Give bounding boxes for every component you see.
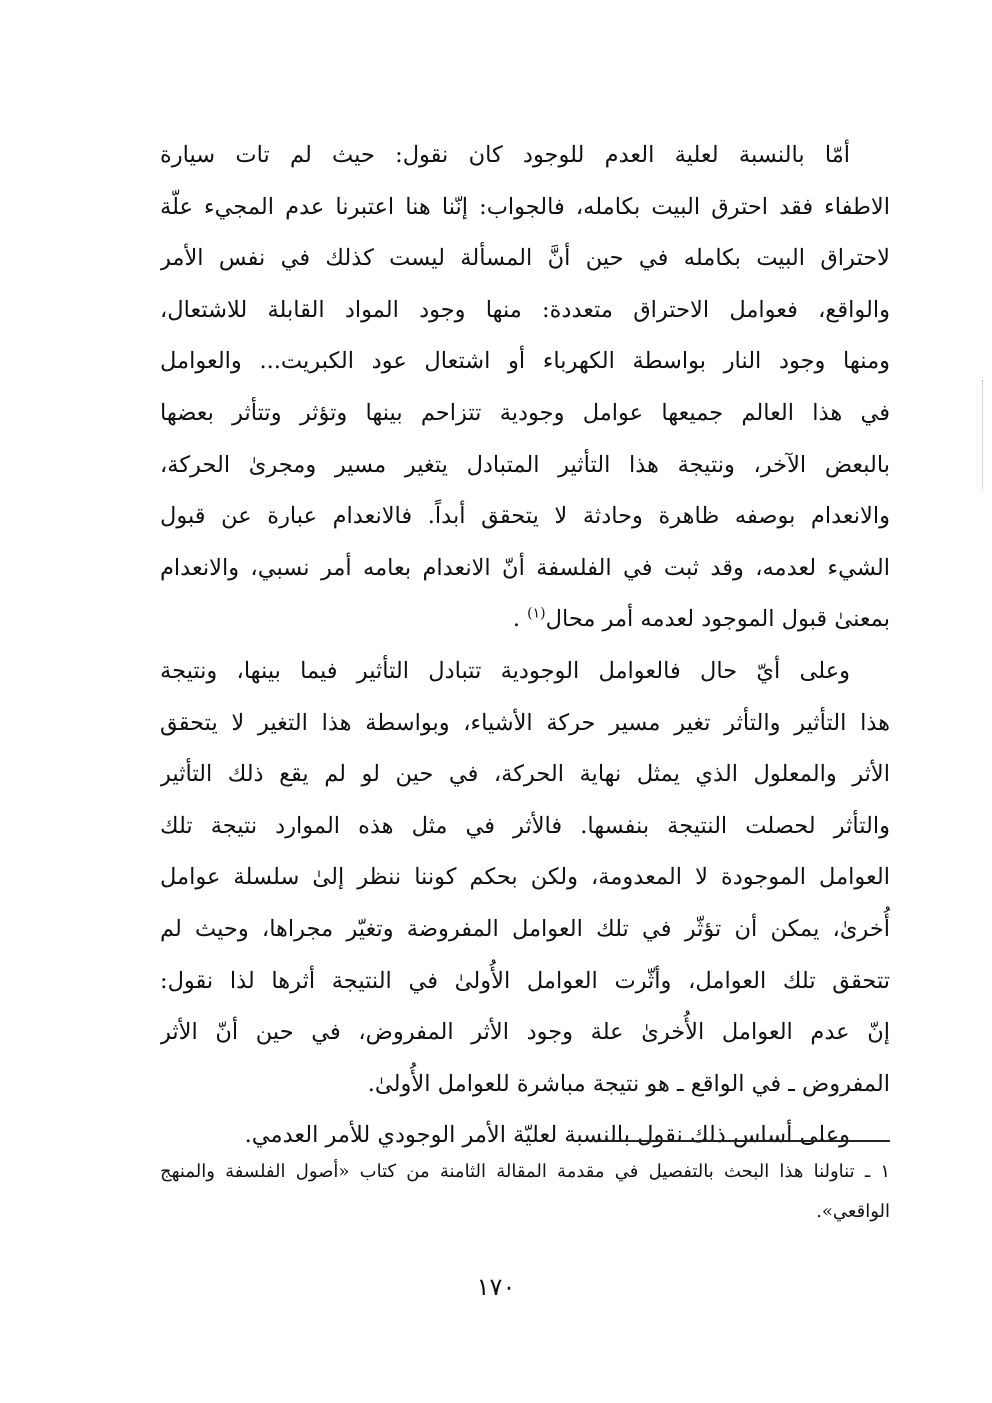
text-line: لاحتراق البيت بكامله في حين أنَّ المسألة ليست كذلك في نفس الأمر — [160, 245, 890, 272]
page-number: ١٧٠ — [476, 1273, 516, 1301]
main-text — [160, 130, 890, 1162]
text-line: إنّ عدم العوامل الأُخرىٰ علة وجود الأثر المفروض، في حين أنّ الأثر — [160, 1019, 890, 1046]
text-line: بالبعض الآخر، ونتيجة هذا التأثير المتبادل يتغير مسير ومجرىٰ الحركة، — [160, 451, 890, 478]
text-line: تتحقق تلك العوامل، وأثّرت العوامل الأُولىٰ في النتيجة أثرها لذا نقول: — [160, 967, 890, 994]
text-line: أُخرىٰ، يمكن أن تؤثّر في تلك العوامل المفروضة وتغيّر مجراها، وحيث لم — [160, 915, 890, 942]
scan-edge-marks — [982, 380, 987, 490]
footnotes — [160, 1152, 890, 1232]
text-line — [160, 594, 890, 646]
text-line: المفروض ـ في الواقع ـ هو نتيجة مباشرة للعوامل الأُولىٰ. — [367, 1070, 890, 1097]
text-line: في هذا العالم جميعها عوامل وجودية تتزاحم بينها وتؤثر وتتأثر بعضها — [160, 399, 890, 426]
text-line: ومنها وجود النار بواسطة الكهرباء أو اشتعال عود الكبريت... والعوامل — [160, 348, 890, 375]
footnote-separator — [594, 1140, 890, 1142]
text-line: الأثر والمعلول الذي يمثل نهاية الحركة، في حين لو لم يقع ذلك التأثير — [160, 761, 890, 788]
text-line: الاطفاء فقد احترق البيت بكامله، فالجواب: إنّنا هنا اعتبرنا عدم المجيء علّة — [160, 193, 890, 220]
footnote-line: الواقعي». — [816, 1201, 890, 1222]
end-punctuation: . — [512, 606, 520, 633]
text-line: الشيء لعدمه، وقد ثبت في الفلسفة أنّ الانعدام بعامه أمر نسبي، والانعدام — [160, 554, 890, 581]
text-line: هذا التأثير والتأثر تغير مسير حركة الأشياء، وبواسطة هذا التغير لا يتحقق — [160, 709, 890, 736]
text-line: أمّا بالنسبة لعلية العدم للوجود كان نقول: حيث لم تات سيارة — [160, 142, 850, 168]
text-line: وعلى أساس ذلك نقول بالنسبة لعليّة الأمر الوجودي للأمر العدمي. — [244, 1122, 850, 1149]
paragraph-1 — [160, 130, 890, 646]
paragraph-2 — [160, 646, 890, 1110]
text-line: والتأثر لحصلت النتيجة بنفسها. فالأثر في مثل هذه الموارد نتيجة تلك — [160, 812, 890, 839]
text-line: والواقع، فعوامل الاحتراق متعددة: منها وجود المواد القابلة للاشتعال، — [160, 296, 890, 323]
footnote-line: ١ ـ تناولنا هذا البحث بالتفصيل في مقدمة المقالة الثامنة من كتاب «أصول الفلسفة والمنهج — [160, 1161, 890, 1182]
text-line: وعلى أيّ حال فالعوامل الوجودية تتبادل التأثير فيما بينها، ونتيجة — [160, 657, 850, 684]
footnote-reference: (١) — [527, 605, 546, 622]
text-line: والانعدام بوصفه ظاهرة وحادثة لا يتحقق أبداً. فالانعدام عبارة عن قبول — [160, 503, 890, 530]
text-line: العوامل الموجودة لا المعدومة، ولكن بحكم كوننا ننظر إلىٰ سلسلة عوامل — [160, 864, 890, 891]
line-text: بمعنىٰ قبول الموجود لعدمه أمر محال — [545, 606, 890, 633]
